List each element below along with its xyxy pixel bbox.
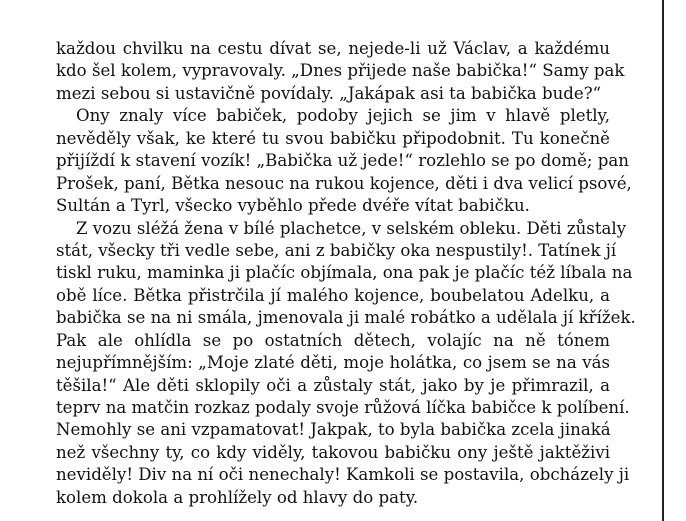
text-line: Prošek, paní, Bětka nesouc na rukou kojence, děti i dva velicí psové, — [56, 173, 632, 193]
text-line: obě líce. Bětka přistrčila jí malého kojence, boubelatou Adelku, a — [56, 285, 610, 305]
text-line: nevěděly však, ke které tu svou babičku připodobnit. Tu konečně — [56, 128, 610, 148]
text-line: těšila!“ Ale děti sklopily oči a zůstaly stát, jako by je přimrazil, a — [56, 375, 610, 395]
text-line: přijíždí k stavení vozík! „Babička už jede!“ rozlehlo se po domě; pan — [56, 151, 629, 171]
text-line: každou chvilku na cestu dívat se, nejede-li už Václav, a každému — [56, 39, 610, 58]
text-line: neviděly! Div na ní oči nenechaly! Kamkoli se postavila, obcházely ji — [56, 465, 630, 485]
text-line: nejupřímnějším: „Moje zlaté děti, moje holátka, co jsem se na vás — [56, 353, 610, 373]
paragraph — [56, 38, 625, 105]
text-line: kdo šel kolem, vypravovaly. „Dnes přijede naše babička!“ Samy pak — [56, 61, 625, 81]
text-line: kolem dokola a prohlížely od hlavy do paty. — [56, 487, 419, 507]
paragraph — [56, 218, 636, 510]
text-line: než všechny ty, co kdy viděly, takovou babičku ony ještě jaktěživi — [56, 442, 610, 462]
page-edge-divider — [662, 0, 664, 521]
text-line: Z vozu sléžá žena v bílé plachetce, v selském obleku. Děti zůstaly — [76, 218, 627, 238]
text-line: mezi sebou si ustavičně povídaly. „Jakápak asi ta babička bude?“ — [56, 83, 602, 103]
text-line: Ony znaly více babiček, podoby jejich se jim v hlavě pletly, — [76, 106, 610, 126]
paragraph — [56, 105, 632, 217]
text-line: teprv na matčin rozkaz podaly svoje růžová líčka babičce k políbení. — [56, 398, 630, 417]
text-line: babička se na ni smála, jmenovala ji malé robátko a udělala jí křížek. — [56, 308, 636, 328]
text-line: Nemohly se ani vzpamatovat! Jakpak, to byla babička zcela jinaká — [56, 420, 611, 440]
text-line: tiskl ruku, maminka ji plačíc objímala, ona pak je plačíc též líbala na — [56, 263, 633, 283]
body-text — [56, 38, 636, 509]
text-line: Sultán a Tyrl, všecko vyběhlo přede dvéře vítat babičku. — [56, 196, 530, 216]
text-line: Pak ale ohlídla se po ostatních dětech, volajíc na ně tónem — [56, 330, 610, 350]
text-line: stát, všecky tři vedle sebe, ani z babičky oka nespustily!. Tatínek jí — [56, 240, 617, 260]
